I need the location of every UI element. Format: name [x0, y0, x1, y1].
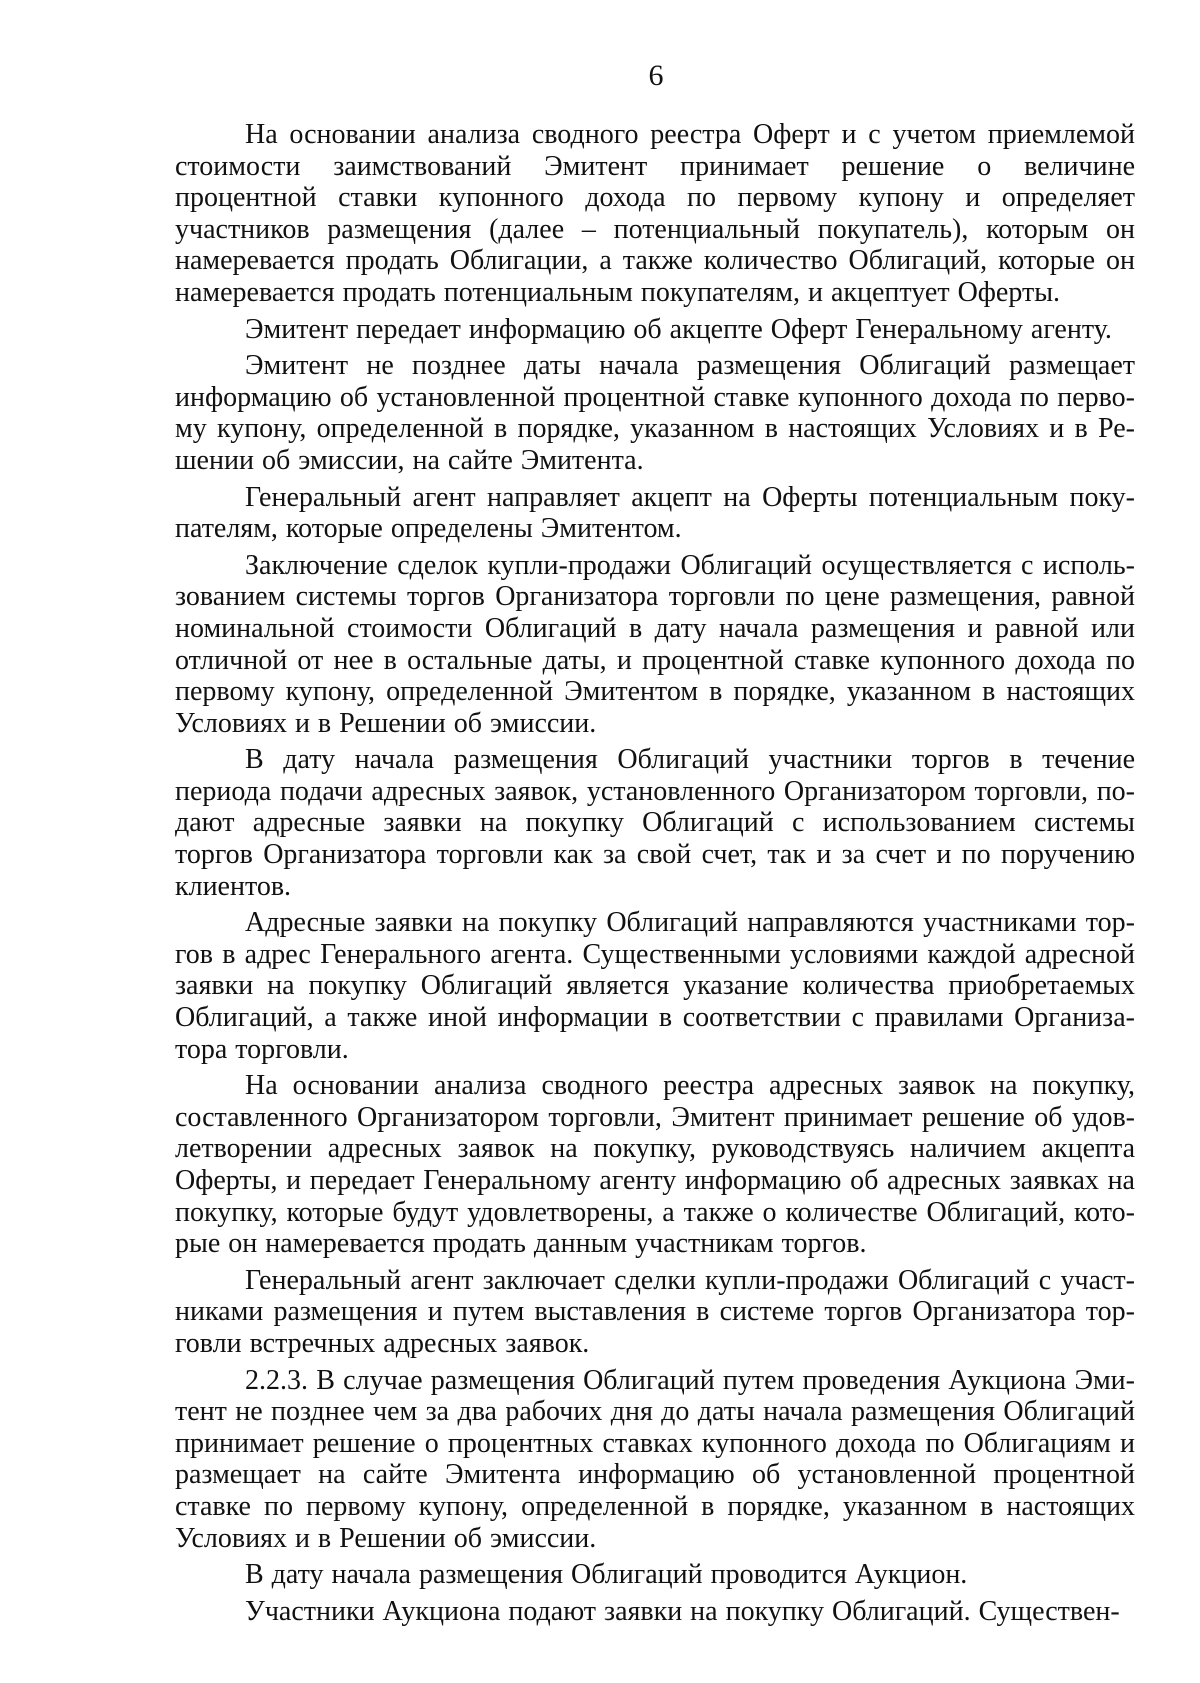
paragraph-address-orders-terms: Адресные заявки на покупку Облигаций направляются участниками торгов в адрес Генерального агента. Существенными условиями каждой адресной заявки на покупку Облигаций является указание количества приобретаемых Облигаций, а также иной информации в соответствии с правилами Организатора торговли. [175, 907, 1135, 1065]
paragraph-agent-acceptance: Генеральный агент направляет акцепт на Оферты потенциальным покупателям, которые определены Эмитентом. [175, 481, 1135, 545]
paragraph-auction-section: 2.2.3. В случае размещения Облигаций путем проведения Аукциона Эмитент не позднее чем за два рабочих дня до даты начала размещения Облигаций принимает решение о процентных ставках купонного дохода по Облигациям и размещает на сайте Эмитента информацию об установленной процентной ставке по первому купону, определенной в порядке, указанном в настоящих Условиях и в Решении об эмиссии. [175, 1364, 1135, 1554]
paragraph-acceptance-info: Эмитент передает информацию об акцепте Оферт Генеральному агенту. [245, 313, 1112, 345]
paragraph-trade-conclusion: Заключение сделок купли-продажи Облигаций осуществляется с использованием системы торгов Организатора торговли по цене размещения, равной номинальной стоимости Облигаций в дату начала размещения и равной или отличной от нее в остальные даты, и процентной ставке купонного дохода по первому купону, определенной Эмитентом в порядке, указанном в настоящих Условиях и в Решении об эмиссии. [175, 549, 1135, 739]
paragraph-auction-participants: Участники Аукциона подают заявки на покупку Облигаций. Существен- [245, 1595, 1120, 1627]
paragraph-coupon-rate-disclosure: Эмитент не позднее даты начала размещения Облигаций размещает информацию об установленной процентной ставке купонного дохода по первому купону, определенной в порядке, указанном в настоящих Условиях и в Решении об эмиссии, на сайте Эмитента. [175, 350, 1135, 476]
paragraph-offers-analysis: На основании анализа сводного реестра Оферт и с учетом приемлемой стоимости заимствований Эмитент принимает решение о величине процентной ставки купонного дохода по первому купону и определяет участников размещения (далее – потенциальный покупатель), которым он намеревается продать Облигации, а также количество Облигаций, которые он намеревается продать потенциальным покупателям, и акцептует Оферты. [175, 119, 1135, 308]
page-number: 6 [648, 59, 664, 92]
paragraph-orders-register-analysis: На основании анализа сводного реестра адресных заявок на покупку, составленного Организатором торговли, Эмитент принимает решение об удовлетворении адресных заявок на покупку, руководствуясь наличием акцепта Оферты, и передает Генеральному агенту информацию об адресных заявках на покупку, которые будут удовлетворены, а также о количестве Облигаций, которые он намеревается продать данным участникам торгов. [175, 1070, 1135, 1260]
paragraph-address-orders-submission: В дату начала размещения Облигаций участники торгов в течение периода подачи адресных заявок, установленного Организатором торговли, подают адресные заявки на покупку Облигаций с использованием системы торгов Организатора торговли как за свой счет, так и за счет и по поручению клиентов. [175, 744, 1135, 902]
paragraph-agent-deals: Генеральный агент заключает сделки купли-продажи Облигаций с участниками размещения и путем выставления в системе торгов Организатора торговли встречных адресных заявок. [175, 1264, 1135, 1359]
document-body [175, 119, 1135, 1632]
paragraph-auction-date: В дату начала размещения Облигаций проводится Аукцион. [245, 1559, 968, 1591]
